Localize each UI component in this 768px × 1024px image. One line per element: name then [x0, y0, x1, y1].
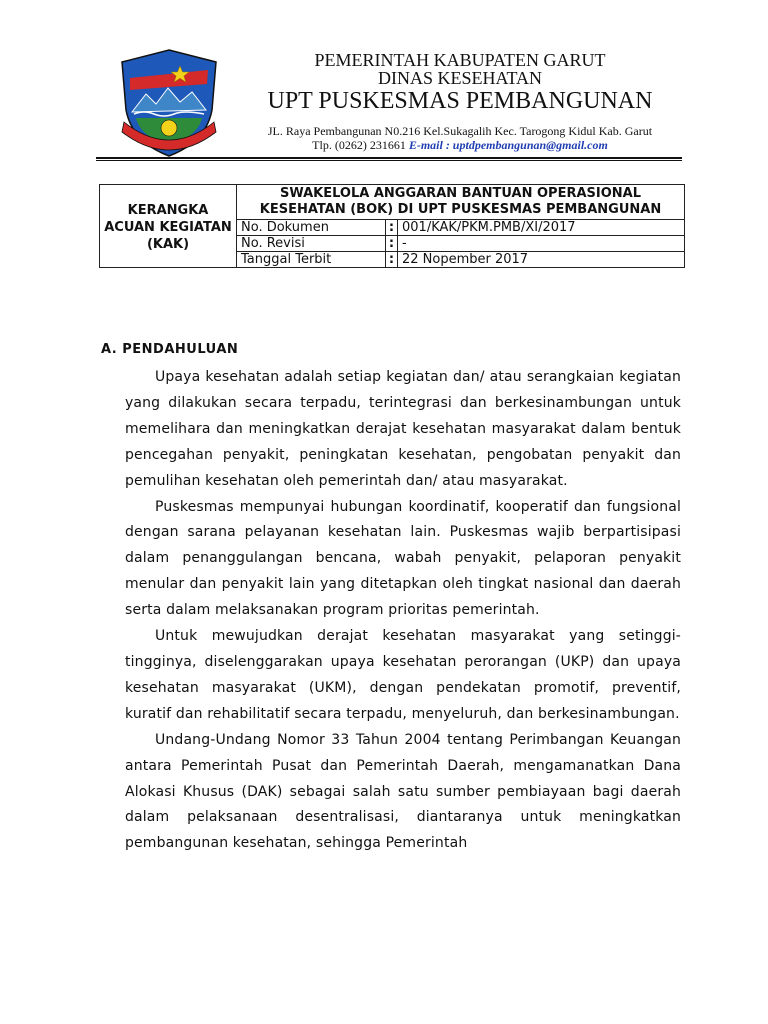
letterhead-rule-thin — [96, 160, 682, 161]
paragraph: Puskesmas mempunyai hubungan koordinatif, kooperatif dan fungsional dengan sarana pelayanan kesehatan lain. Puskesmas wajib berpartisipasi dalam penanggulangan bencana, wabah penyakit, pelaporan penyakit menular dan penyakit lain yang ditetapkan oleh tingkat nasional dan daerah serta dalam melaksanakan program prioritas pemerintah. — [125, 498, 681, 619]
doc-number-value: 001/KAK/PKM.PMB/XI/2017 — [398, 220, 685, 236]
issue-date-label: Tanggal Terbit — [237, 252, 386, 268]
section-body — [125, 365, 681, 857]
doc-title-cell: SWAKELOLA ANGGARAN BANTUAN OPERASIONAL KESEHATAN (BOK) DI UPT PUSKESMAS PEMBANGUNAN — [237, 185, 685, 220]
table-row-title — [100, 185, 685, 220]
kabupaten-garut-emblem-logo — [116, 48, 222, 160]
yellow-circle — [161, 120, 177, 136]
institution-name: UPT PUSKESMAS PEMBANGUNAN — [267, 88, 653, 114]
government-name: PEMERINTAH KABUPATEN GARUT — [314, 50, 606, 70]
contact-line — [250, 138, 670, 153]
department-name: DINAS KESEHATAN — [377, 68, 543, 88]
revision-value: - — [398, 236, 685, 252]
colon: : — [386, 220, 398, 236]
colon: : — [386, 236, 398, 252]
paragraph: Upaya kesehatan adalah setiap kegiatan dan/ atau serangkaian kegiatan yang dilakukan secara terpadu, terintegrasi dan berkesinambungan untuk memelihara dan meningkatkan derajat kesehatan masyarakat dalam bentuk pencegahan penyakit, peningkatan kesehatan, pengobatan penyakit dan pemulihan kesehatan oleh pemerintah dan/ atau masyarakat. — [125, 369, 681, 489]
revision-label: No. Revisi — [237, 236, 386, 252]
phone-number: Tlp. (0262) 231661 — [312, 138, 406, 152]
letterhead-rule-thick — [96, 157, 682, 159]
doc-type-cell: KERANGKA ACUAN KEGIATAN (KAK) — [100, 185, 237, 268]
paragraph: Undang-Undang Nomor 33 Tahun 2004 tentang Perimbangan Keuangan antara Pemerintah Pusat dan Pemerintah Daerah, mengamanatkan Dana Alokasi Khusus (DAK) sebagai salah satu sumber pembiayaan bagi daerah dalam pelaksanaan desentralisasi, diantaranya untuk meningkatkan pembangunan kesehatan, sehingga Pemerintah — [125, 731, 681, 852]
doc-number-label: No. Dokumen — [237, 220, 386, 236]
section-heading: A. PENDAHULUAN — [101, 342, 239, 357]
issue-date-value: 22 Nopember 2017 — [398, 252, 685, 268]
email-address[interactable]: E-mail : uptdpembangunan@gmail.com — [408, 138, 608, 152]
paragraph: Untuk mewujudkan derajat kesehatan masyarakat yang setinggi-tingginya, diselenggarakan upaya kesehatan perorangan (UKP) dan upaya kesehatan masyarakat (UKM), dengan pendekatan promotif, preventif, kuratif dan rehabilitatif secara terpadu, menyeluruh, dan berkesinambungan. — [125, 628, 681, 722]
address-line: JL. Raya Pembangunan N0.216 Kel.Sukagalih Kec. Tarogong Kidul Kab. Garut — [267, 124, 653, 138]
colon: : — [386, 252, 398, 268]
document-header-table — [99, 184, 685, 268]
